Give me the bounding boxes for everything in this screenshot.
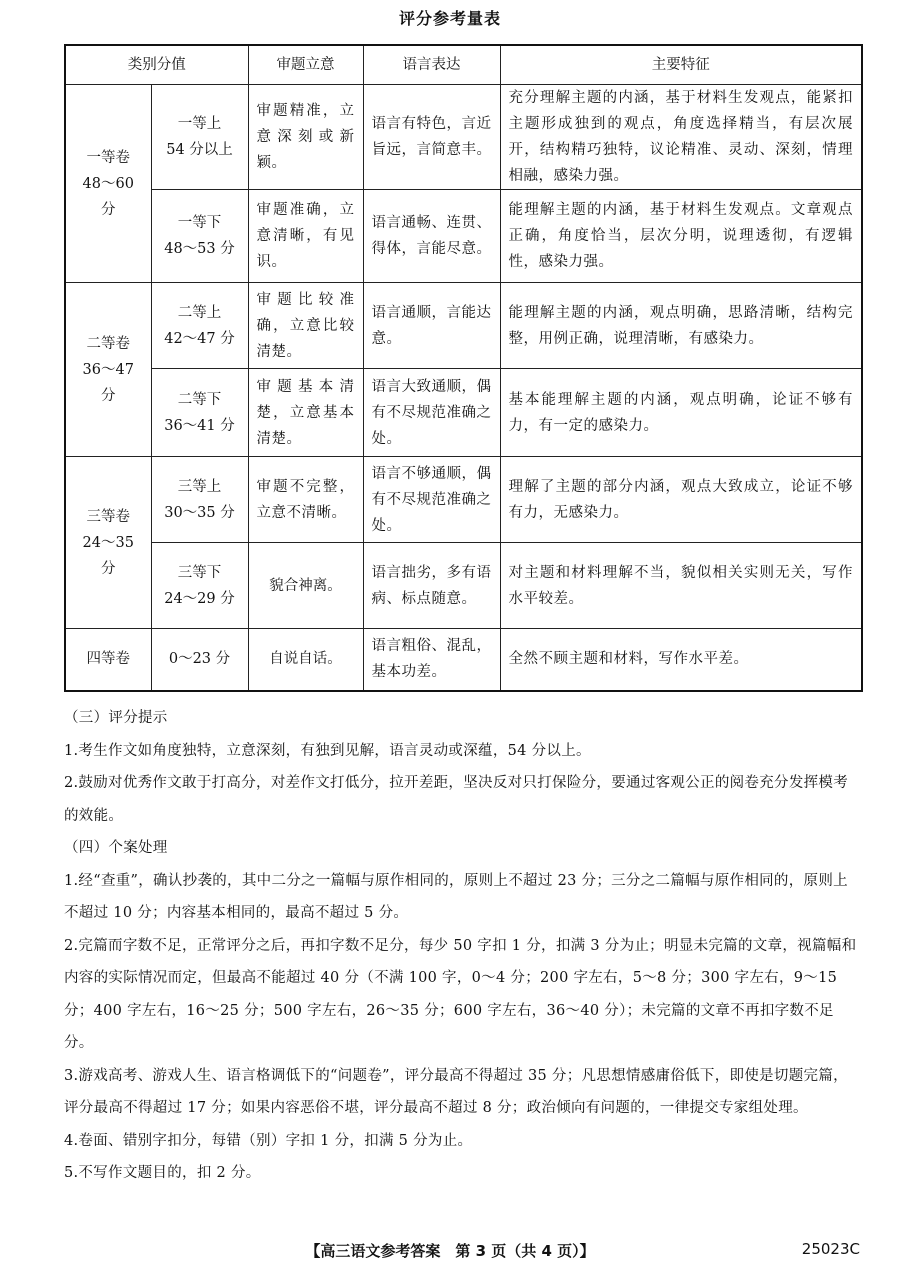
grade-range: 36～47 分 — [82, 361, 134, 404]
language-cell: 语言大致通顺，偶有不尽规范准确之处。 — [363, 369, 500, 457]
scoring-table — [64, 44, 863, 692]
table-row — [65, 369, 862, 457]
topic-cell: 自说自话。 — [248, 629, 363, 691]
subgrade-name: 一等上 — [177, 116, 222, 132]
language-cell: 语言不够通顺，偶有不尽规范准确之处。 — [363, 457, 500, 543]
subgrade-range: 48～53 分 — [164, 241, 235, 257]
features-cell: 全然不顾主题和材料，写作水平差。 — [500, 629, 862, 691]
subgrade-range: 36～41 分 — [164, 417, 235, 434]
topic-cell: 审题不完整，立意不清晰。 — [248, 457, 363, 543]
table-row — [65, 543, 862, 629]
header-category: 类别分值 — [65, 45, 248, 85]
table-header-row — [65, 45, 862, 85]
features-cell: 对主题和材料理解不当，貌似相关实则无关，写作水平较差。 — [500, 543, 862, 629]
topic-cell: 审题基本清楚，立意基本清楚。 — [248, 369, 363, 457]
note-item: 1.考生作文如角度独特，立意深刻，有独到见解，语言灵动或深蕴，54 分以上。 — [64, 742, 591, 759]
grading-notes — [64, 702, 861, 1190]
subgrade-name: 二等下 — [177, 391, 222, 408]
subgrade-range: 24～29 分 — [164, 590, 235, 607]
subgrade-cell — [151, 190, 248, 283]
header-topic: 审题立意 — [248, 45, 363, 85]
case-item: 5.不写作文题目的，扣 2 分。 — [64, 1165, 261, 1181]
case-item: 4.卷面、错别字扣分，每错（别）字扣 1 分，扣满 5 分为止。 — [64, 1132, 473, 1149]
table-row — [65, 457, 862, 543]
subgrade-range: 30～35 分 — [164, 504, 235, 521]
grade-name: 二等卷 — [86, 335, 130, 352]
note-item: 2.鼓励对优秀作文敢于打高分，对差作文打低分，拉开差距，坚决反对只打保险分，要通过客观公正的阅卷充分发挥模考的效能。 — [64, 775, 849, 824]
features-cell: 充分理解主题的内涵，基于材料生发观点，能紧扣主题形成独到的观点，角度选择精当，有层次展开，结构精巧独特，议论精准、灵动、深刻，情理相融，感染力强。 — [500, 85, 862, 190]
subgrade-cell — [151, 543, 248, 629]
grade-cell — [65, 457, 151, 629]
language-cell: 语言通顺，言能达意。 — [363, 283, 500, 369]
section-heading: （三）评分提示 — [64, 710, 168, 726]
grade-cell — [65, 85, 151, 283]
subgrade-cell — [151, 85, 248, 190]
topic-cell: 审题准确，立意清晰，有见识。 — [248, 190, 363, 283]
table-row — [65, 629, 862, 691]
subgrade-range: 42～47 分 — [164, 330, 235, 347]
page-title: 评分参考量表 — [398, 9, 501, 28]
table-row — [65, 190, 862, 283]
features-cell: 基本能理解主题的内涵，观点明确，论证不够有力，有一定的感染力。 — [500, 369, 862, 457]
features-cell: 能理解主题的内涵，观点明确，思路清晰，结构完整，用例正确，说理清晰，有感染力。 — [500, 283, 862, 369]
header-language: 语言表达 — [363, 45, 500, 85]
subgrade-name: 一等下 — [177, 215, 222, 231]
grade-name: 四等卷 — [65, 629, 151, 691]
footer-page-info: 【高三语文参考答案 第 3 页（共 4 页）】 — [305, 1242, 595, 1260]
header-features: 主要特征 — [500, 45, 862, 85]
subgrade-cell — [151, 283, 248, 369]
page-footer — [0, 1240, 900, 1264]
topic-cell: 貌合神离。 — [248, 543, 363, 629]
grade-name: 三等卷 — [86, 508, 130, 525]
case-item: 3.游戏高考、游戏人生、语言格调低下的“问题卷”，评分最高不得超过 35 分；凡思想情感庸俗低下，即使是切题完篇，评分最高不得超过 17 分；如果内容恶俗不堪，评分最高不超过 8 分；政治倾向有问题的，一律提交专家组处理。 — [64, 1067, 848, 1116]
subgrade-cell — [151, 369, 248, 457]
grade-cell — [65, 283, 151, 457]
section-heading: （四）个案处理 — [64, 840, 168, 856]
table-row — [65, 283, 862, 369]
language-cell: 语言有特色，言近旨远，言简意丰。 — [363, 85, 500, 190]
language-cell: 语言粗俗、混乱，基本功差。 — [363, 629, 500, 691]
features-cell: 能理解主题的内涵，基于材料生发观点。文章观点正确，角度恰当，层次分明，说理透彻，有逻辑性，感染力强。 — [500, 190, 862, 283]
subgrade-range: 54 分以上 — [166, 142, 233, 158]
language-cell: 语言拙劣，多有语病、标点随意。 — [363, 543, 500, 629]
subgrade-cell — [151, 457, 248, 543]
table-row — [65, 85, 862, 190]
subgrade-name: 三等下 — [177, 564, 222, 581]
language-cell: 语言通畅、连贯、得体，言能尽意。 — [363, 190, 500, 283]
topic-cell: 审题比较准确，立意比较清楚。 — [248, 283, 363, 369]
grade-range: 24～35 分 — [82, 534, 134, 577]
features-cell: 理解了主题的部分内涵，观点大致成立，论证不够有力，无感染力。 — [500, 457, 862, 543]
grade-name: 一等卷 — [86, 149, 130, 166]
case-item: 2.完篇而字数不足，正常评分之后，再扣字数不足分，每少 50 字扣 1 分，扣满 3 分为止；明显未完篇的文章，视篇幅和内容的实际情况而定，但最高不能超过 40 分（不满 100 字，0～4 分；200 字左右，5～8 分；300 字左右，9～15 分；400 字左右，16～25 分；500 字左右，26～35 分；600 字左右，36～40 分）；未完篇的文章不再扣字数不足分。 — [64, 937, 857, 1051]
subgrade-name: 二等上 — [177, 304, 222, 321]
footer-code: 25023C — [801, 1240, 860, 1258]
case-item: 1.经“查重”，确认抄袭的，其中二分之一篇幅与原作相同的，原则上不超过 23 分；三分之二篇幅与原作相同的，原则上不超过 10 分；内容基本相同的，最高不超过 5 分。 — [64, 872, 848, 921]
subgrade-name: 三等上 — [177, 478, 222, 495]
grade-range: 48～60 分 — [82, 175, 134, 218]
topic-cell: 审题精准，立意深刻或新颖。 — [248, 85, 363, 190]
grade-range: 0～23 分 — [151, 629, 248, 691]
